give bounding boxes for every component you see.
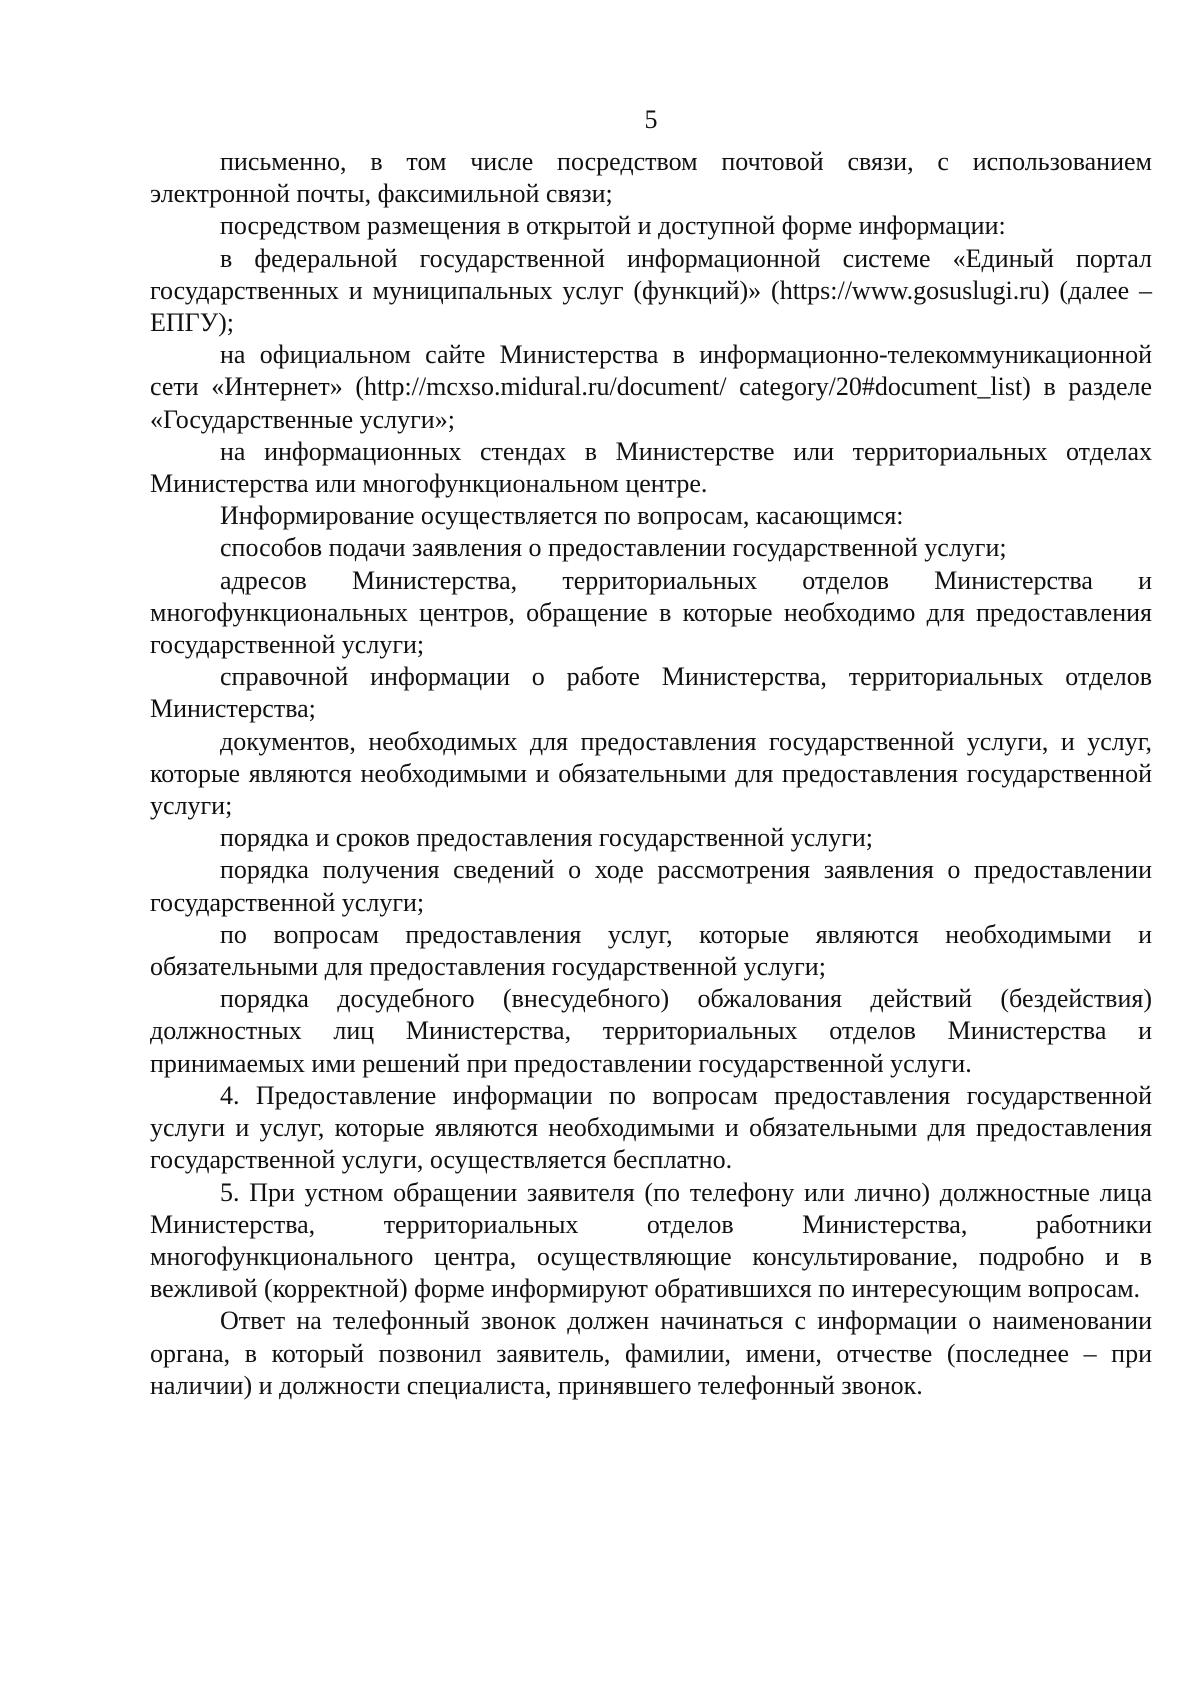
paragraph-13: по вопросам предоставления услуг, которые являются необходимыми и обязательными для предоставления государственной услуги; [150, 919, 1152, 982]
paragraph-9: справочной информации о работе Министерства, территориальных отделов Министерства; [150, 662, 1152, 724]
paragraph-4: на официальном сайте Министерства в информационно-телекоммуникационной сети «Интернет» (http://mcxso.midural.ru/document/ category/20#document_list) в разделе «Государственные услуги»; [150, 340, 1152, 434]
paragraph-11: порядка и сроков предоставления государственной услуги; [220, 823, 874, 853]
paragraph-10: документов, необходимых для предоставления государственной услуги, и услуг, которые являются необходимыми и обязательными для предоставления государственной услуги; [150, 726, 1152, 821]
paragraph-5: на информационных стендах в Министерстве или территориальных отделах Министерства или многофункциональном центре. [150, 436, 1152, 499]
paragraph-12: порядка получения сведений о ходе рассмотрения заявления о предоставлении государственной услуги; [150, 855, 1152, 917]
document-page [150, 104, 1152, 1402]
paragraph-2: посредством размещения в открытой и доступной форме информации: [220, 211, 1006, 241]
paragraph-6: Информирование осуществляется по вопросам, касающимся: [220, 501, 904, 531]
paragraph-8: адресов Министерства, территориальных отделов Министерства и многофункциональных центров, обращение в которые необходимо для предоставления государственной услуги; [150, 565, 1152, 660]
paragraph-14: порядка досудебного (внесудебного) обжалования действий (бездействия) должностных лиц Министерства, территориальных отделов Министерства и принимаемых ими решений при предоставлении государственной услуги. [150, 984, 1152, 1078]
paragraph-17: Ответ на телефонный звонок должен начинаться с информации о наименовании органа, в который позвонил заявитель, фамилии, имени, отчестве (последнее – при наличии) и должности специалиста, принявшего телефонный звонок. [150, 1306, 1152, 1400]
paragraph-3: в федеральной государственной информационной системе «Единый портал государственных и муниципальных услуг (функций)» (https://www.gosuslugi.ru) (далее – ЕПГУ); [150, 243, 1152, 338]
paragraph-16: 5. При устном обращении заявителя (по телефону или лично) должностные лица Министерства, территориальных отделов Министерства, работники многофункционального центра, осуществляющие консультирование, подробно и в вежливой (корректной) форме информируют обратившихся по интересующим вопросам. [150, 1177, 1152, 1304]
paragraph-1: письменно, в том числе посредством почтовой связи, с использованием электронной почты, факсимильной связи; [150, 147, 1152, 209]
paragraph-7: способов подачи заявления о предоставлении государственной услуги; [220, 533, 1007, 563]
paragraph-15: 4. Предоставление информации по вопросам предоставления государственной услуги и услуг, которые являются необходимыми и обязательными для предоставления государственной услуги, осуществляется бесплатно. [150, 1080, 1152, 1175]
page-number: 5 [644, 105, 658, 134]
